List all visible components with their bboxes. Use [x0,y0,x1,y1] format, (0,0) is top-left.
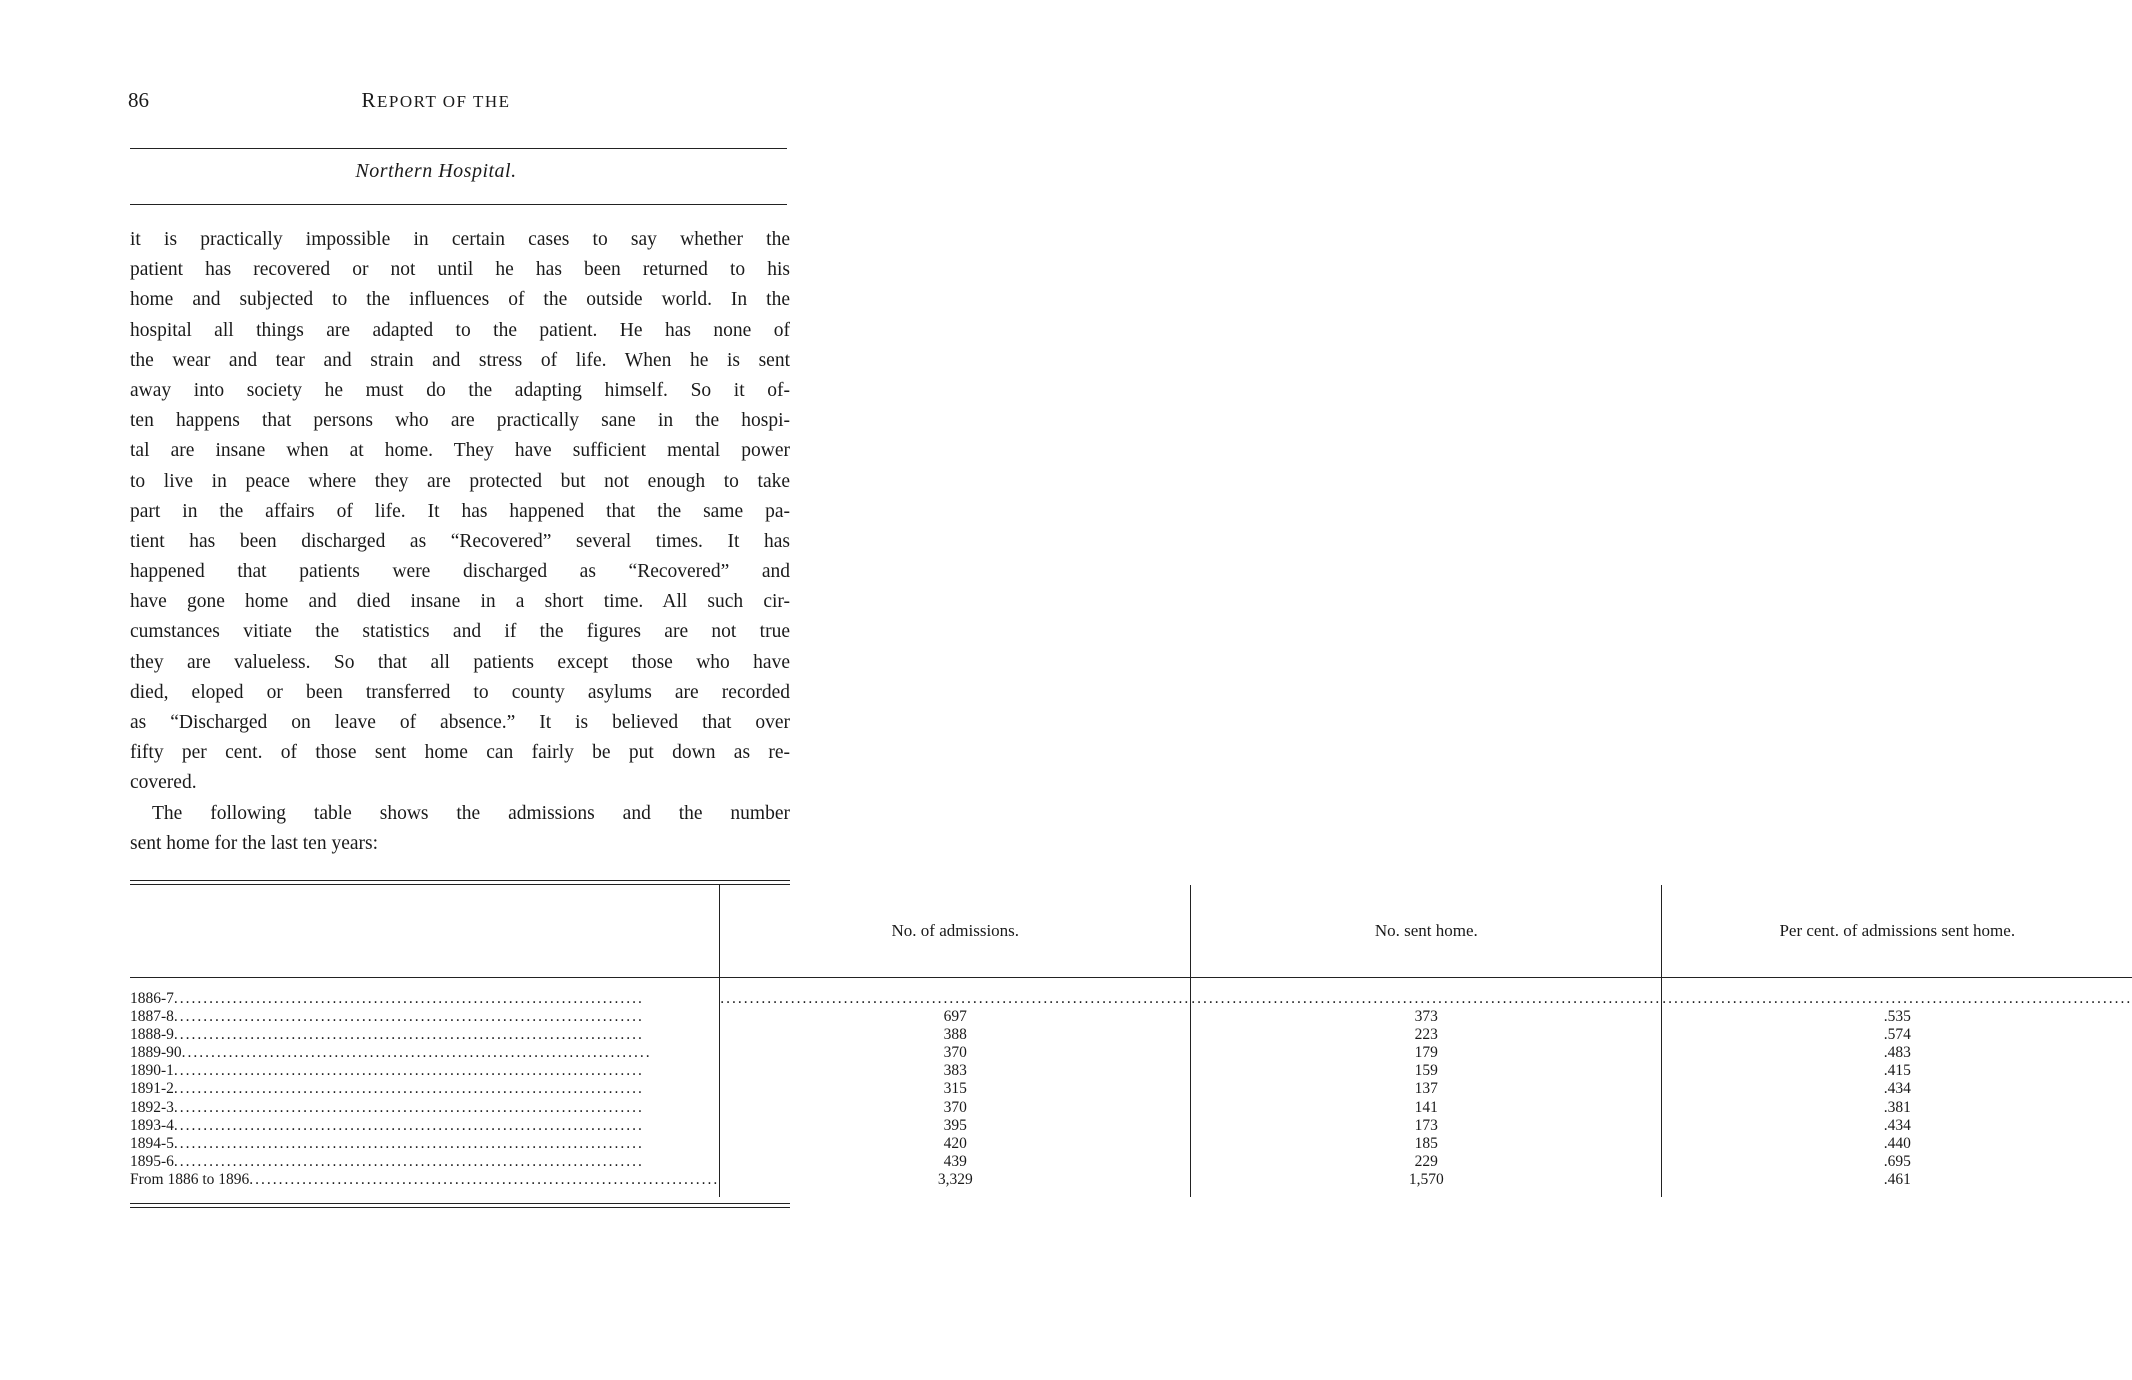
row-label: 1886-7 [130,990,174,1007]
percent-value: .695 [1883,1152,1911,1170]
admissions-value: 315 [943,1080,967,1098]
leader-dots: ................................................................................ [249,1170,720,1188]
row-label: 1891-2 [130,1080,174,1098]
top-rule [130,148,787,149]
admissions-value: 395 [943,1116,967,1134]
cell-sent-home: ................................................................................ [1191,990,1662,1007]
table-row [130,1171,2132,1189]
text-line: fifty per cent. of those sent home can fairly be put down as re- [130,742,790,764]
leader-dots: ................................................................................ [173,1026,644,1044]
row-label-cell [130,1044,720,1062]
cell-admissions [720,1117,1191,1135]
leader-dots: ................................................................................ [173,1008,644,1026]
row-label-cell [130,1099,720,1117]
text-line: cumstances vitiate the statistics and if the figures are not true [130,621,790,643]
percent-value: .415 [1883,1062,1911,1080]
text-line: The following table shows the admissions and the number [152,802,790,824]
body-text [130,225,790,859]
text-line: to live in peace where they are protected but not enough to take [130,470,790,492]
admissions-table [130,880,2132,1208]
leader-dots: ................................................................................ [173,1098,644,1116]
admissions-value: 383 [943,1062,967,1080]
text-line: sent home for the last ten years: [130,832,379,854]
text-line: it is practically impossible in certain cases to say whether the [130,229,790,250]
cell-percent [1662,1044,2132,1062]
admissions-value: 439 [943,1152,967,1170]
table-row [130,1026,2132,1044]
cell-sent-home [1191,1062,1662,1080]
percent-value: .535 [1883,1008,1911,1026]
row-label: From 1886 to 1896 [130,1170,250,1188]
text-line: tal are insane when at home. They have sufficient mental power [130,440,790,462]
cell-sent-home [1191,1135,1662,1153]
row-label: 1895-6 [130,1152,174,1170]
table-row [130,1153,2132,1171]
cell-percent [1662,1080,2132,1098]
table-row [130,1062,2132,1080]
admissions-value: 420 [943,1134,967,1152]
row-label-cell [130,1026,720,1044]
cell-percent: ................................................................................ [1662,990,2132,1007]
row-label: 1890-1 [130,1062,174,1080]
header-label-cell [130,885,720,978]
cell-percent [1662,1099,2132,1117]
leader-dots: ................................................................................ [173,1080,644,1098]
admissions-value: 370 [943,1098,967,1116]
text-line: have gone home and died insane in a short time. All such cir- [130,591,790,613]
row-label-cell [130,1008,720,1026]
percent-value: .461 [1883,1170,1911,1188]
sent-home-value: 141 [1414,1098,1438,1116]
row-label: 1888-9 [130,1026,174,1044]
leader-dots: ................................................................................ [173,1116,644,1134]
admissions-value: 370 [943,1044,967,1062]
row-label: 1892-3 [130,1098,174,1116]
header-sent-home: No. sent home. [1191,885,1662,978]
page-number: 86 [128,88,149,112]
text-line: tient has been discharged as “Recovered” several times. It has [130,530,790,552]
cell-sent-home [1191,1171,1662,1189]
sent-home-value: 185 [1414,1134,1438,1152]
text-line: died, eloped or been transferred to county asylums are recorded [130,681,790,703]
sent-home-value: 179 [1414,1044,1438,1062]
cell-percent [1662,1117,2132,1135]
cell-admissions: ................................................................................ [720,990,1191,1007]
running-head-initial: R [361,88,378,112]
cell-admissions [720,1044,1191,1062]
percent-value: .381 [1883,1098,1911,1116]
cell-admissions [720,1153,1191,1171]
cell-percent [1662,1135,2132,1153]
leader-dots: ................................................................................ [181,1044,652,1062]
paragraph-1 [130,225,790,799]
sent-home-value: 229 [1414,1152,1438,1170]
section-rule [130,204,787,205]
cell-percent [1662,1171,2132,1189]
percent-value: .434 [1883,1116,1911,1134]
text-line: the wear and tear and strain and stress of life. When he is sent [130,349,790,371]
running-head [0,88,872,113]
table-row [130,990,2132,1008]
table-body [130,990,2132,1197]
cell-admissions [720,1026,1191,1044]
header-admissions: No. of admissions. [720,885,1191,978]
text-line: hospital all things are adapted to the patient. He has none of [130,319,790,341]
header-separator [130,978,2132,991]
text-line: covered. [130,772,197,794]
row-label-cell [130,1153,720,1171]
leader-dots: ................................................................................ [173,1134,644,1152]
row-label-cell [130,1171,720,1189]
running-head-rest: EPORT OF THE [377,92,511,111]
row-label-cell [130,990,720,1008]
table-row [130,1044,2132,1062]
text-line: happened that patients were discharged as “Recovered” and [130,561,790,583]
text-line: patient has recovered or not until he has been returned to his [130,259,790,281]
percent-value: .574 [1883,1026,1911,1044]
cell-admissions [720,1171,1191,1189]
sent-home-value: 1,570 [1408,1170,1444,1188]
sent-home-value: 223 [1414,1026,1438,1044]
cell-percent [1662,1008,2132,1026]
row-label: 1894-5 [130,1134,174,1152]
table-header-row [130,885,2132,978]
paragraph-2 [130,799,790,859]
cell-sent-home [1191,1080,1662,1098]
text-line: home and subjected to the influences of the outside world. In the [130,289,790,311]
text-line: they are valueless. So that all patients except those who have [130,651,790,673]
admissions-value: 3,329 [937,1170,973,1188]
row-label: 1887-8 [130,1008,174,1026]
cell-sent-home [1191,1117,1662,1135]
admissions-value: 697 [943,1008,967,1026]
row-label: 1893-4 [130,1116,174,1134]
section-title: Northern Hospital. [355,160,517,182]
header-percent: Per cent. of admissions sent home. [1662,885,2132,978]
text-line: away into society he must do the adapting himself. So it of- [130,379,790,401]
row-label: 1889-90 [130,1044,182,1062]
table-row [130,1135,2132,1153]
table-bottom-rule [130,1203,790,1208]
sent-home-value: 173 [1414,1116,1438,1134]
leader-dots: ................................................................................ [173,1152,644,1170]
cell-sent-home [1191,1008,1662,1026]
leader-dots: ................................................................................ [173,990,644,1007]
table-row [130,1008,2132,1026]
percent-value: .434 [1883,1080,1911,1098]
cell-sent-home [1191,1026,1662,1044]
table-row [130,1080,2132,1098]
table-row [130,1099,2132,1117]
cell-admissions [720,1008,1191,1026]
row-label-cell [130,1062,720,1080]
cell-admissions [720,1135,1191,1153]
cell-sent-home [1191,1099,1662,1117]
leader-dots: ................................................................................ [173,1062,644,1080]
sent-home-value: 137 [1414,1080,1438,1098]
text-line: as “Discharged on leave of absence.” It is believed that over [130,712,790,733]
row-label-cell [130,1117,720,1135]
sent-home-value: 159 [1414,1062,1438,1080]
cell-percent [1662,1153,2132,1171]
cell-admissions [720,1099,1191,1117]
sent-home-value: 373 [1414,1008,1438,1026]
percent-value: .483 [1883,1044,1911,1062]
cell-admissions [720,1062,1191,1080]
cell-sent-home [1191,1153,1662,1171]
text-line: ten happens that persons who are practically sane in the hospi- [130,410,790,432]
cell-admissions [720,1080,1191,1098]
text-line: part in the affairs of life. It has happened that the same pa- [130,500,790,522]
row-label-cell [130,1135,720,1153]
cell-sent-home [1191,1044,1662,1062]
percent-value: .440 [1883,1134,1911,1152]
row-label-cell [130,1080,720,1098]
admissions-value: 388 [943,1026,967,1044]
table-spacer [130,1189,2132,1197]
table-row [130,1117,2132,1135]
cell-percent [1662,1026,2132,1044]
cell-percent [1662,1062,2132,1080]
